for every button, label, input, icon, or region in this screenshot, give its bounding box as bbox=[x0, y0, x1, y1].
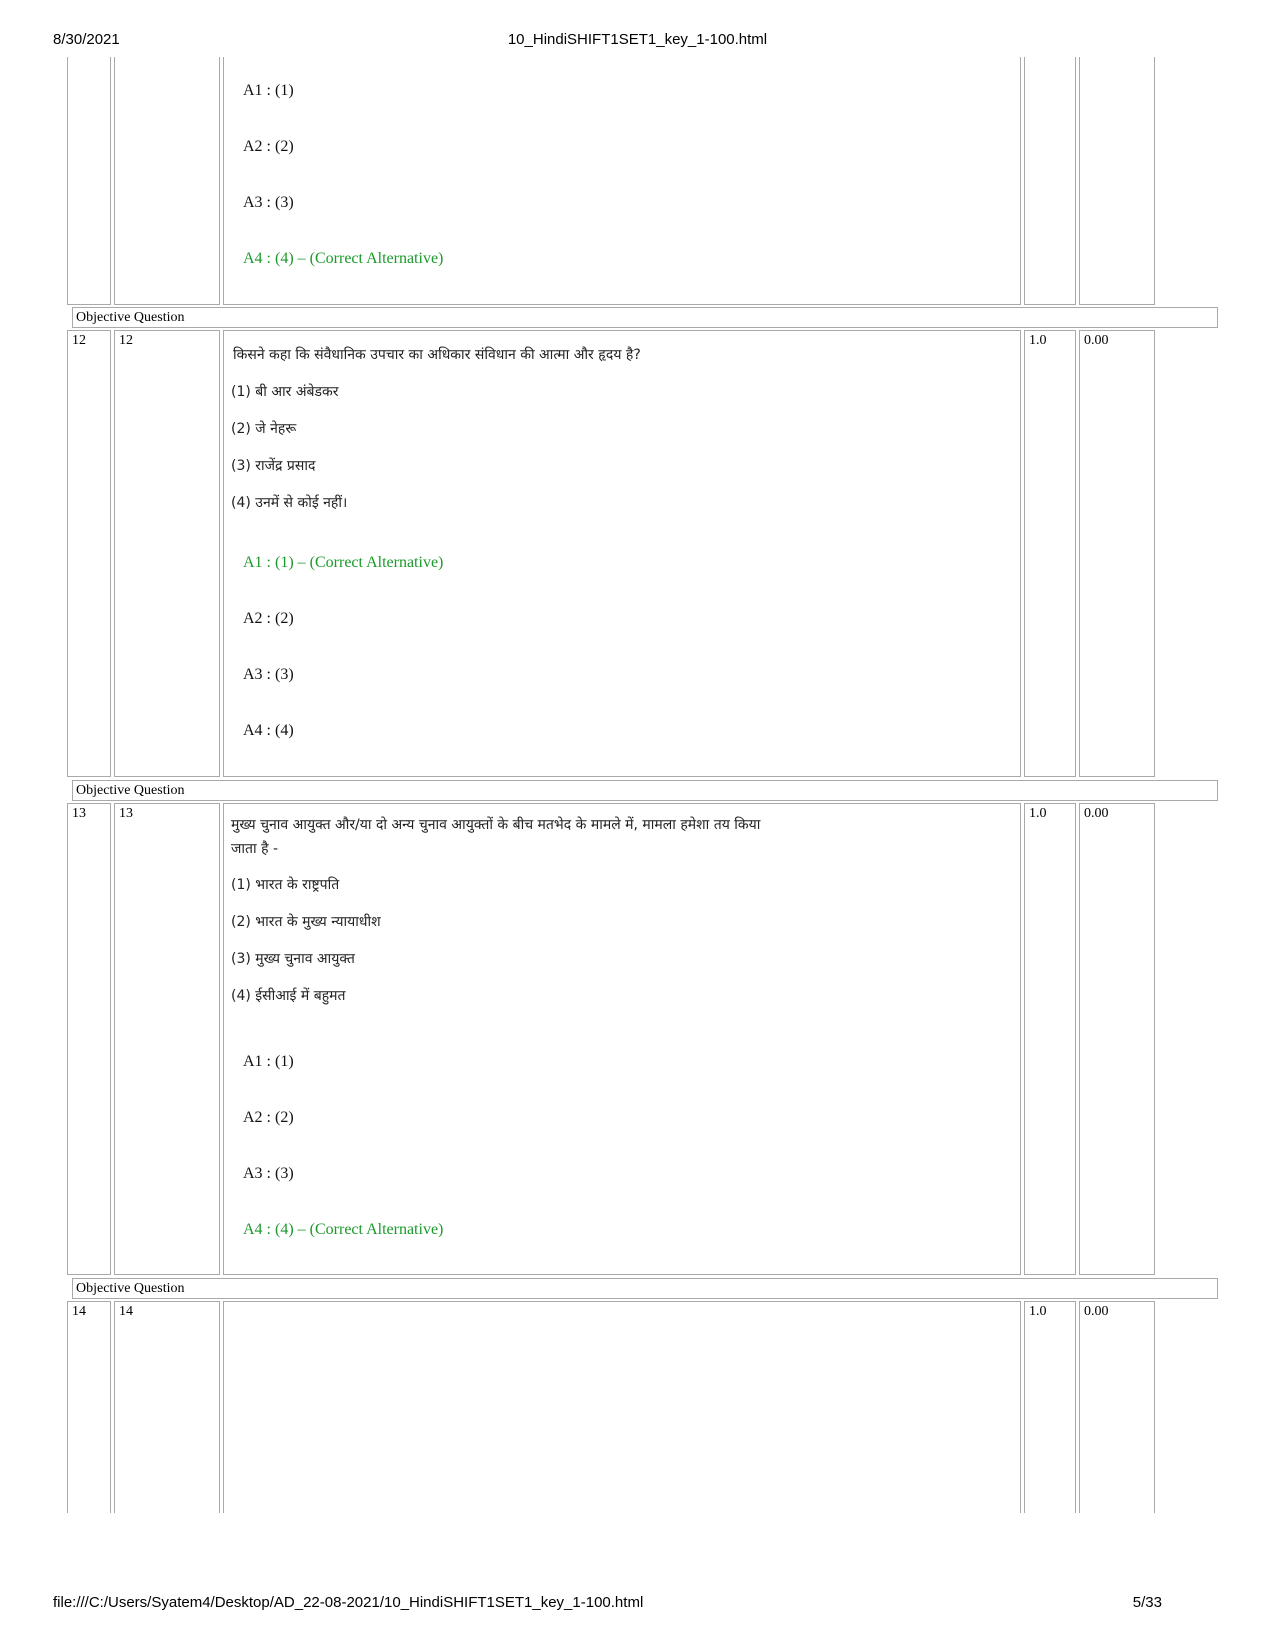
answer-option-1: A1 : (1) bbox=[243, 1053, 294, 1070]
objective-question-label: Objective Question bbox=[72, 780, 1218, 801]
objective-question-label: Objective Question bbox=[72, 1278, 1218, 1299]
question-option-2: (2) जे नेहरू bbox=[231, 421, 297, 437]
answer-option-4-correct: A4 : (4) – (Correct Alternative) bbox=[243, 1221, 444, 1238]
sno-cell: 14 bbox=[67, 1301, 111, 1513]
answer-option-3: A3 : (3) bbox=[243, 1165, 294, 1182]
question-option-4: (4) ईसीआई में बहुमत bbox=[231, 988, 346, 1004]
negative-marks-cell: 0.00 bbox=[1079, 330, 1155, 777]
answer-option-2: A2 : (2) bbox=[243, 1109, 294, 1126]
print-date: 8/30/2021 bbox=[53, 31, 120, 48]
question-option-1: (1) भारत के राष्ट्रपति bbox=[231, 877, 340, 893]
objective-question-label: Objective Question bbox=[72, 307, 1218, 328]
document-title: 10_HindiSHIFT1SET1_key_1-100.html bbox=[507, 31, 768, 48]
sno-cell: 13 bbox=[67, 803, 111, 1275]
answer-option-4: A4 : (4) bbox=[243, 722, 294, 739]
answer-option-1: A1 : (1) bbox=[243, 82, 294, 99]
qid-cell bbox=[114, 57, 220, 305]
negative-marks-cell bbox=[1079, 57, 1155, 305]
file-path: file:///C:/Users/Syatem4/Desktop/AD_22-08-2021/10_HindiSHIFT1SET1_key_1-100.html bbox=[53, 1594, 644, 1611]
qid-cell: 14 bbox=[114, 1301, 220, 1513]
negative-marks-cell: 0.00 bbox=[1079, 803, 1155, 1275]
question-cell bbox=[223, 803, 1021, 1275]
answer-option-2: A2 : (2) bbox=[243, 610, 294, 627]
sno-cell bbox=[67, 57, 111, 305]
question-text: किसने कहा कि संवैधानिक उपचार का अधिकार संविधान की आत्मा और हृदय है? bbox=[233, 347, 641, 363]
question-cell bbox=[223, 1301, 1021, 1513]
marks-cell: 1.0 bbox=[1024, 1301, 1076, 1513]
answer-option-2: A2 : (2) bbox=[243, 138, 294, 155]
sno-cell: 12 bbox=[67, 330, 111, 777]
negative-marks-cell: 0.00 bbox=[1079, 1301, 1155, 1513]
question-text-line-1: मुख्य चुनाव आयुक्त और/या दो अन्य चुनाव आयुक्तों के बीच मतभेद के मामले में, मामला हमेशा तय किया bbox=[231, 817, 761, 833]
question-option-2: (2) भारत के मुख्य न्यायाधीश bbox=[231, 914, 381, 930]
marks-cell bbox=[1024, 57, 1076, 305]
qid-cell: 13 bbox=[114, 803, 220, 1275]
question-text-line-2: जाता है - bbox=[231, 841, 279, 857]
answer-option-1-correct: A1 : (1) – (Correct Alternative) bbox=[243, 554, 444, 571]
question-option-1: (1) बी आर अंबेडकर bbox=[231, 384, 339, 400]
answer-option-3: A3 : (3) bbox=[243, 194, 294, 211]
marks-cell: 1.0 bbox=[1024, 330, 1076, 777]
question-option-3: (3) मुख्य चुनाव आयुक्त bbox=[231, 951, 355, 967]
marks-cell: 1.0 bbox=[1024, 803, 1076, 1275]
question-option-4: (4) उनमें से कोई नहीं। bbox=[231, 495, 348, 511]
answer-option-4-correct: A4 : (4) – (Correct Alternative) bbox=[243, 250, 444, 267]
qid-cell: 12 bbox=[114, 330, 220, 777]
page-number: 5/33 bbox=[1132, 1594, 1162, 1611]
question-option-3: (3) राजेंद्र प्रसाद bbox=[231, 458, 316, 474]
answer-option-3: A3 : (3) bbox=[243, 666, 294, 683]
